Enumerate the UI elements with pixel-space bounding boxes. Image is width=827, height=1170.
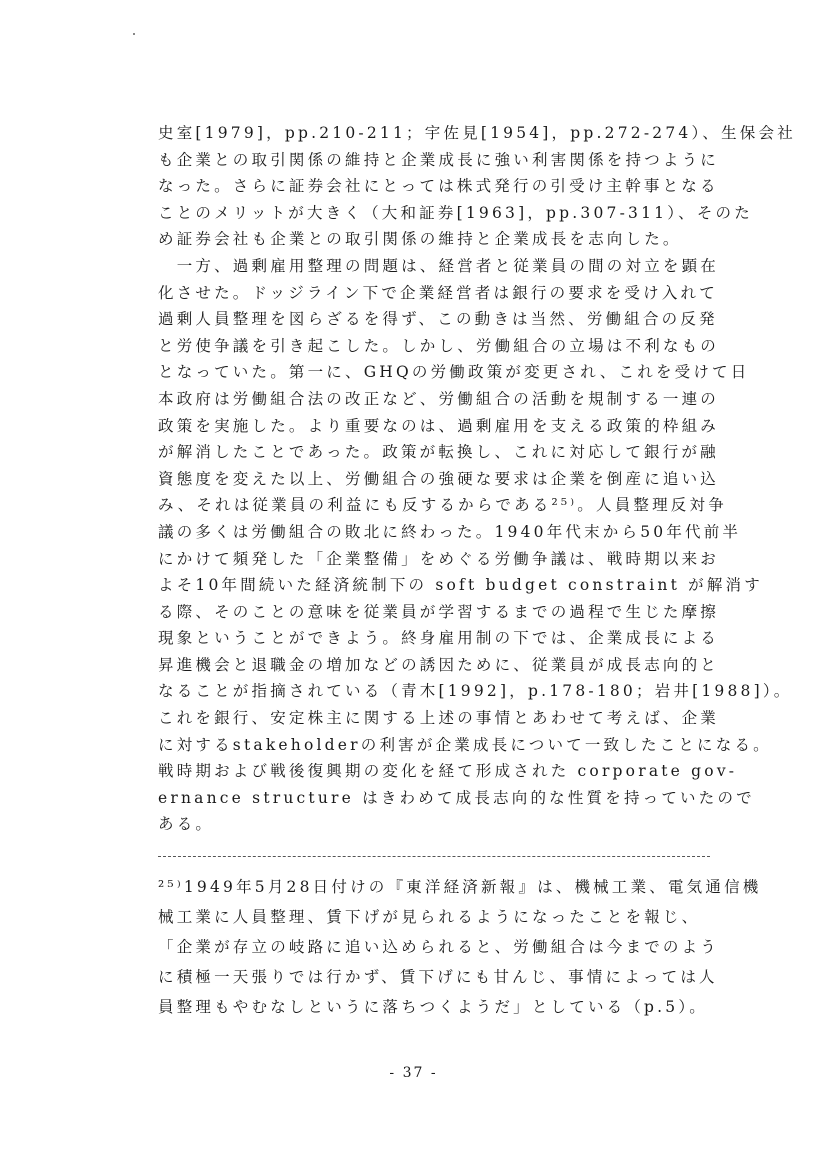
body-line: め証券会社も企業との取引関係の維持と企業成長を志向した。 <box>158 230 682 249</box>
body-line: に対するstakeholderの利害が企業成長について一致したことになる。 <box>158 735 772 754</box>
page-number: - 37 - <box>389 1065 438 1081</box>
footnote-divider <box>158 856 710 857</box>
body-line: これを銀行、安定株主に関する上述の事情とあわせて考えば、企業 <box>158 709 720 728</box>
body-line: 資態度を変えた以上、労働組合の強硬な要求は企業を倒産に追い込 <box>158 469 720 488</box>
body-line: 化させた。ドッジライン下で企業経営者は銀行の要求を受け入れて <box>158 283 718 302</box>
body-line: み、それは従業員の利益にも反するからである²⁵⁾。人員整理反対争 <box>158 496 727 515</box>
body-line: 議の多くは労働組合の敗北に終わった。1940年代末から50年代前半 <box>158 522 742 541</box>
body-line: 政策を実施した。より重要なのは、過剰雇用を支える政策的枠組み <box>158 416 720 435</box>
scan-speck <box>133 33 135 35</box>
body-line: よそ10年間続いた経済統制下の soft budget constraint が解消す <box>158 576 763 595</box>
footnote <box>158 872 762 1022</box>
body-line: る際、そのことの意味を従業員が学習するまでの過程で生じた摩擦 <box>158 602 720 621</box>
body-line: ernance structure はきわめて成長志向的な性質を持っていたので <box>158 788 755 807</box>
footnote-line: 械工業に人員整理、賃下げが見られるようになったことを報じ、 <box>158 908 701 926</box>
body-line: なった。さらに証券会社にとっては株式発行の引受け主幹事となる <box>158 177 719 196</box>
body-line: ことのメリットが大きく（大和証券[1963]，pp.307-311）、そのた <box>158 203 753 222</box>
body-line: 現象ということができよう。終身雇用制の下では、企業成長による <box>158 629 720 648</box>
body-line: と労使争議を引き起こした。しかし、労働組合の立場は不利なもの <box>158 336 720 355</box>
body-line: 過剰人員整理を図らざるを得ず、この動きは当然、労働組合の反発 <box>158 310 718 329</box>
body-line: にかけて頻発した「企業整備」をめぐる労働争議は、戦時期以来お <box>158 549 720 568</box>
body-text <box>158 120 796 838</box>
body-line: も企業との取引関係の維持と企業成長に強い利害関係を持つように <box>158 150 720 169</box>
body-line: 史室[1979]，pp.210-211；宇佐見[1954]，pp.272-274）、生保会社 <box>158 124 796 142</box>
body-line: が解消したことであった。政策が転換し、これに対応して銀行が融 <box>158 443 719 462</box>
body-line: 昇進機会と退職金の増加などの誘因ために、従業員が成長志向的と <box>158 655 720 674</box>
footnote-line: ²⁵⁾1949年5月28日付けの『東洋経済新報』は、機械工業、電気通信機 <box>158 878 762 896</box>
body-line: 本政府は労働組合法の改正など、労働組合の活動を規制する一連の <box>158 389 720 408</box>
body-line: ある。 <box>158 815 215 834</box>
footnote-line: 「企業が存立の岐路に追い込められると、労働組合は今までのよう <box>158 938 720 956</box>
footnote-line: 員整理もやむなしというに落ちつくようだ」としている（p.5）。 <box>158 998 709 1016</box>
body-line: 一方、過剰雇用整理の問題は、経営者と従業員の間の対立を顕在 <box>158 256 720 275</box>
footnote-line: に積極一天張りでは行かず、賃下げにも甘んじ、事情によっては人 <box>158 968 718 986</box>
body-line: なることが指摘されている（青木[1992]，p.178-180；岩井[1988]）。 <box>158 682 793 701</box>
body-line: 戦時期および戦後復興期の変化を経て形成された corporate gov- <box>158 762 738 781</box>
body-line: となっていた。第一に、GHQの労働政策が変更され、これを受けて日 <box>158 363 750 382</box>
